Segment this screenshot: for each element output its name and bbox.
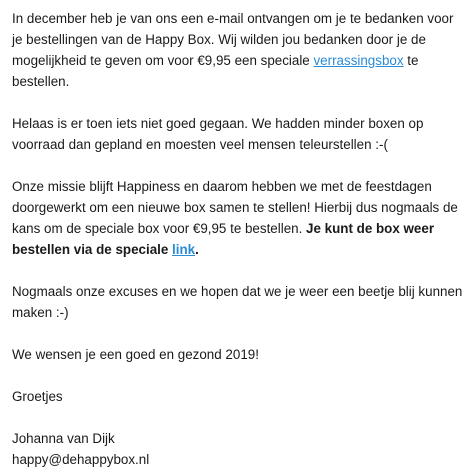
signature-email: happy@dehappybox.nl [12,452,150,467]
paragraph-wishes: We wensen je een goed en gezond 2019! [12,347,259,362]
paragraph-mission [12,176,467,260]
paragraph-intro-text: In december heb je van ons een e-mail ontvangen om je te bedanken voor je bestellingen van de Happy Box. Wij wilden jou bedanken door je de mogelijkheid te geven om voor €9,95 een speciale [12,11,454,68]
paragraph-excuses: Nogmaals onze excuses en we hopen dat we je weer een beetje blij kunnen maken :-) [12,284,463,320]
order-again-text: Je kunt de box weer bestellen via de speciale [12,221,435,257]
paragraph-intro [12,8,467,92]
email-body [12,8,467,470]
order-again-period: . [195,242,199,257]
paragraph-apology: Helaas is er toen iets niet goed gegaan. We hadden minder boxen op voorraad dan gepland en moesten veel mensen teleurstellen :-( [12,116,424,152]
signature-name: Johanna van Dijk [12,431,115,446]
closing-greeting: Groetjes [12,389,63,404]
paragraph-intro-end: te bestellen. [12,53,419,89]
special-order-link[interactable]: link [172,242,196,257]
paragraph-mission-text: Onze missie blijft Happiness en daarom hebben we met de feestdagen doorgewerkt om een nieuwe box samen te stellen! Hierbij dus nogmaals de kans om de speciale box voor €9,95 te bestellen. [12,179,458,236]
verrassingsbox-link[interactable]: verrassingsbox [313,53,404,68]
